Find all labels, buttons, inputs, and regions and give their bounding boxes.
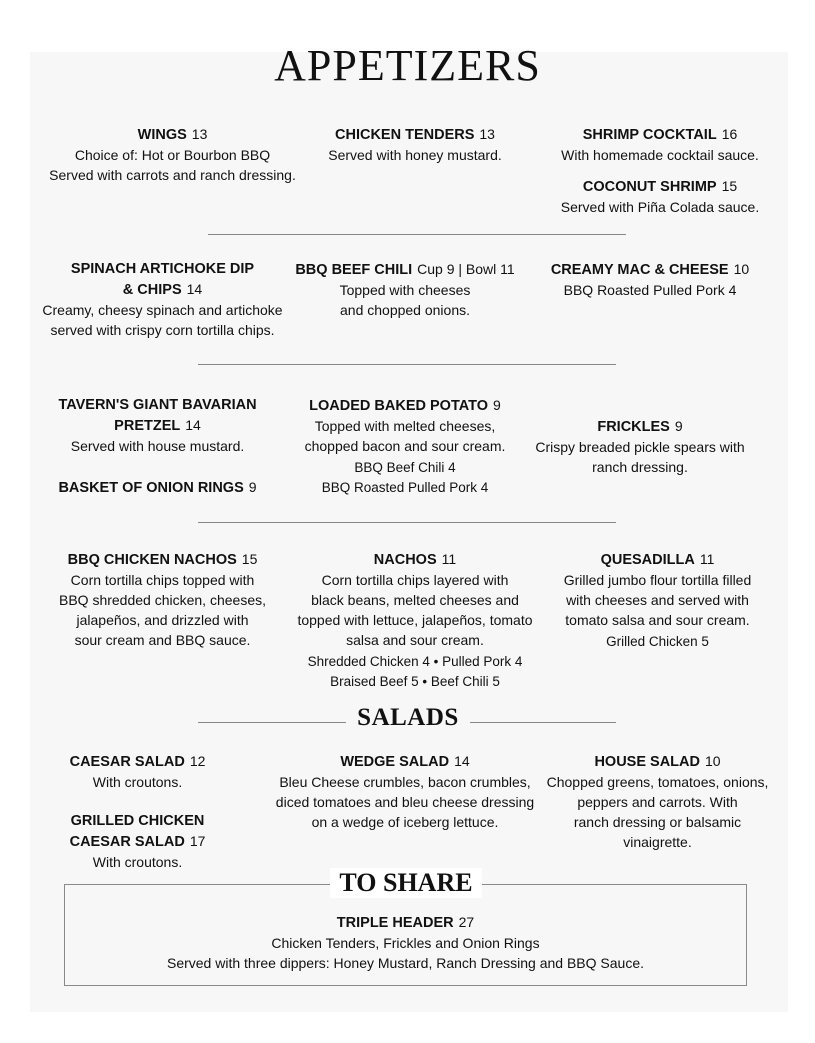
menu-item-quesadilla	[540, 549, 775, 652]
item-desc: jalapeños, and drizzled with	[76, 612, 249, 628]
item-desc: Topped with melted cheeses,	[314, 418, 496, 434]
item-price: 11	[699, 551, 715, 567]
item-name: GRILLED CHICKEN	[70, 813, 205, 829]
item-name: CHICKEN TENDERS	[335, 127, 475, 143]
item-price: 12	[189, 753, 206, 769]
item-desc: served with crispy corn tortilla chips.	[50, 322, 275, 338]
item-desc: Served with three dippers: Honey Mustard, Ranch Dressing and BBQ Sauce.	[166, 955, 645, 971]
item-price: 16	[721, 126, 738, 142]
item-price: 10	[704, 753, 721, 769]
divider	[198, 522, 616, 523]
item-desc: Creamy, cheesy spinach and artichoke	[42, 302, 283, 318]
item-desc: Choice of: Hot or Bourbon BBQ	[74, 147, 271, 163]
item-price: 11	[441, 551, 457, 567]
item-desc: black beans, melted cheeses and	[311, 592, 519, 608]
item-price: 9	[674, 418, 683, 434]
menu-item-wedge-salad	[262, 751, 548, 832]
item-desc: salsa and sour cream.	[346, 632, 484, 648]
item-name: SPINACH ARTICHOKE DIP	[70, 261, 255, 277]
item-desc: Bleu Cheese crumbles, bacon crumbles,	[279, 774, 531, 790]
item-desc: Served with carrots and ranch dressing.	[49, 167, 296, 183]
menu-item-house-salad	[540, 751, 775, 852]
item-addon: Grilled Chicken 5	[606, 634, 709, 649]
item-desc: Served with honey mustard.	[328, 147, 502, 163]
item-name: CAESAR SALAD	[69, 834, 185, 850]
item-addon: BBQ Roasted Pulled Pork 4	[321, 480, 489, 495]
menu-item-loaded-potato	[285, 395, 525, 498]
item-name: TAVERN'S GIANT BAVARIAN	[58, 397, 257, 413]
salads-title: SALADS	[357, 704, 459, 731]
item-name: CAESAR SALAD	[69, 754, 185, 770]
item-desc: Crispy breaded pickle spears with	[535, 439, 745, 455]
menu-item-wings	[40, 124, 305, 185]
item-name: LOADED BAKED POTATO	[309, 398, 489, 414]
item-name: WEDGE SALAD	[340, 754, 450, 770]
item-price: 15	[241, 551, 258, 567]
divider	[470, 722, 616, 723]
item-desc: with cheeses and served with	[566, 592, 749, 608]
item-name: BBQ BEEF CHILI	[295, 262, 413, 278]
item-price: 14	[454, 753, 470, 769]
item-price: 13	[479, 126, 495, 142]
menu-item-bbq-beef-chili	[290, 259, 520, 320]
menu-item-frickles	[525, 416, 755, 477]
menu-item-caesar-salad	[30, 751, 245, 792]
item-desc: peppers and carrots. With	[577, 794, 738, 810]
item-desc: and chopped onions.	[340, 302, 470, 318]
item-name: BASKET OF ONION RINGS	[58, 480, 244, 496]
item-name: WINGS	[137, 127, 187, 143]
menu-item-bbq-chicken-nachos	[40, 549, 285, 650]
to-share-title: TO SHARE	[330, 868, 482, 898]
menu-item-coconut-shrimp	[545, 176, 775, 217]
menu-item-shrimp-cocktail	[545, 124, 775, 165]
item-price: 27	[458, 914, 475, 930]
item-desc: With homemade cocktail sauce.	[561, 147, 759, 163]
divider	[198, 722, 346, 723]
item-name: SHRIMP COCKTAIL	[582, 127, 717, 143]
item-desc: diced tomatoes and bleu cheese dressing	[275, 794, 535, 810]
item-desc: on a wedge of iceberg lettuce.	[311, 814, 499, 830]
item-desc: chopped bacon and sour cream.	[304, 438, 506, 454]
item-desc: Topped with cheeses	[339, 282, 471, 298]
menu-item-grilled-chicken-caesar	[30, 811, 245, 872]
item-desc: sour cream and BBQ sauce.	[74, 632, 251, 648]
item-desc: Chopped greens, tomatoes, onions,	[546, 774, 769, 790]
item-price: Cup 9 | Bowl 11	[417, 261, 515, 277]
item-price: 15	[721, 178, 738, 194]
item-price: 10	[733, 261, 750, 277]
item-desc: Chicken Tenders, Frickles and Onion Rings	[271, 935, 540, 951]
item-desc: BBQ shredded chicken, cheeses,	[58, 592, 266, 608]
item-desc: Served with Piña Colada sauce.	[560, 199, 760, 215]
menu-item-onion-rings	[30, 477, 285, 498]
menu-item-mac-cheese	[535, 259, 765, 300]
item-desc: ranch dressing.	[592, 459, 688, 475]
item-name: QUESADILLA	[600, 552, 695, 568]
item-desc: With croutons.	[92, 774, 183, 790]
item-desc: BBQ Roasted Pulled Pork 4	[563, 282, 737, 298]
menu-item-pretzel	[30, 395, 285, 456]
item-desc: ranch dressing or balsamic	[573, 814, 742, 830]
item-name: COCONUT SHRIMP	[582, 179, 717, 195]
item-price: 17	[189, 833, 206, 849]
item-name: FRICKLES	[597, 419, 670, 435]
menu-item-nachos	[285, 549, 545, 692]
item-desc: vinaigrette.	[623, 834, 692, 850]
divider	[208, 234, 626, 235]
appetizers-title: APPETIZERS	[274, 41, 541, 90]
item-desc: tomato salsa and sour cream.	[565, 612, 750, 628]
item-name: & CHIPS	[122, 282, 182, 298]
item-desc: Grilled jumbo flour tortilla filled	[563, 572, 752, 588]
item-price: 14	[185, 417, 201, 433]
item-desc: Corn tortilla chips topped with	[70, 572, 255, 588]
item-desc: Served with house mustard.	[70, 438, 245, 454]
menu-item-spinach-dip	[30, 259, 295, 340]
item-desc: topped with lettuce, jalapeños, tomato	[297, 612, 533, 628]
item-name: NACHOS	[373, 552, 437, 568]
item-name: CREAMY MAC & CHEESE	[550, 262, 729, 278]
item-addon: BBQ Beef Chili 4	[354, 460, 456, 475]
item-price: 14	[186, 281, 203, 297]
item-name: TRIPLE HEADER	[336, 915, 454, 931]
item-addon: Braised Beef 5 • Beef Chili 5	[330, 674, 500, 689]
menu-item-triple-header	[64, 912, 747, 973]
item-name: BBQ CHICKEN NACHOS	[67, 552, 237, 568]
item-price: 9	[248, 479, 257, 495]
divider	[198, 364, 616, 365]
item-price: 9	[493, 397, 501, 413]
item-addon: Shredded Chicken 4 • Pulled Pork 4	[307, 654, 523, 669]
menu-item-chicken-tenders	[305, 124, 525, 165]
item-name: PRETZEL	[114, 418, 181, 434]
item-desc: With croutons.	[92, 854, 183, 870]
item-price: 13	[191, 126, 208, 142]
item-name: HOUSE SALAD	[594, 754, 700, 770]
item-desc: Corn tortilla chips layered with	[321, 572, 509, 588]
